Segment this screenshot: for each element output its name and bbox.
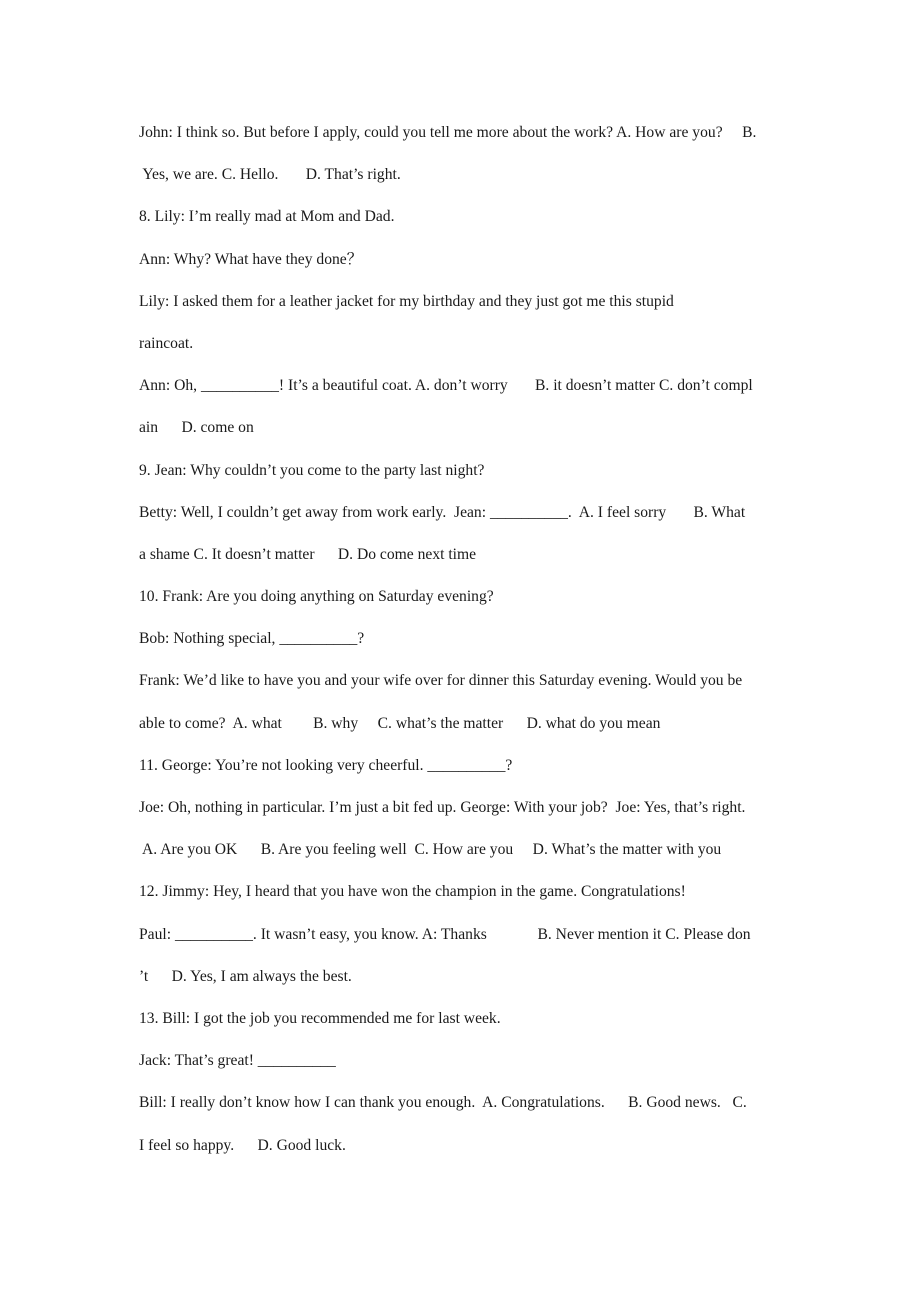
document-body (139, 120, 799, 1175)
text-line: ’t D. Yes, I am always the best. (139, 967, 352, 985)
text-line: 11. George: You’re not looking very cheerful. __________? (139, 756, 513, 774)
text-line: A. Are you OK B. Are you feeling well C. How are you D. What’s the matter with you (139, 841, 722, 859)
text-line: Jack: That’s great! __________ (139, 1052, 336, 1070)
text-line: Ann: Oh, __________! It’s a beautiful coat. A. don’t worry B. it doesn’t matter C. don’t compl (139, 377, 753, 395)
text-line: ain D. come on (139, 419, 254, 437)
text-line: Ann: Why? What have they done？ (139, 250, 363, 268)
text-line: a shame C. It doesn’t matter D. Do come next time (139, 545, 477, 563)
text-line: 8. Lily: I’m really mad at Mom and Dad. (139, 208, 395, 226)
text-line: 9. Jean: Why couldn’t you come to the party last night? (139, 461, 485, 479)
text-line: raincoat. (139, 334, 194, 352)
text-line: Joe: Oh, nothing in particular. I’m just a bit fed up. George: With your job? Joe: Yes, that’s right. (139, 799, 746, 816)
text-line: 13. Bill: I got the job you recommended me for last week. (139, 1009, 501, 1027)
text-line: Lily: I asked them for a leather jacket for my birthday and they just got me this stupid (139, 292, 674, 310)
text-line: Bob: Nothing special, __________? (139, 630, 365, 648)
text-line: able to come? A. what B. why C. what’s the matter D. what do you mean (139, 714, 661, 732)
text-line: I feel so happy. D. Good luck. (139, 1136, 346, 1154)
text-line: Yes, we are. C. Hello. D. That’s right. (139, 166, 401, 184)
text-line: 12. Jimmy: Hey, I heard that you have won the champion in the game. Congratulations! (139, 883, 686, 901)
text-line: Betty: Well, I couldn’t get away from work early. Jean: __________. A. I feel sorry B. What (139, 503, 746, 521)
text-line: 10. Frank: Are you doing anything on Saturday evening? (139, 588, 494, 606)
text-line: Paul: __________. It wasn’t easy, you know. A: Thanks B. Never mention it C. Please don (139, 925, 751, 943)
text-line: John: I think so. But before I apply, could you tell me more about the work? A. How are you? B. (139, 124, 757, 141)
text-line: Frank: We’d like to have you and your wife over for dinner this Saturday evening. Would you be (139, 672, 743, 690)
text-line: Bill: I really don’t know how I can thank you enough. A. Congratulations. B. Good news. C. (139, 1094, 747, 1112)
